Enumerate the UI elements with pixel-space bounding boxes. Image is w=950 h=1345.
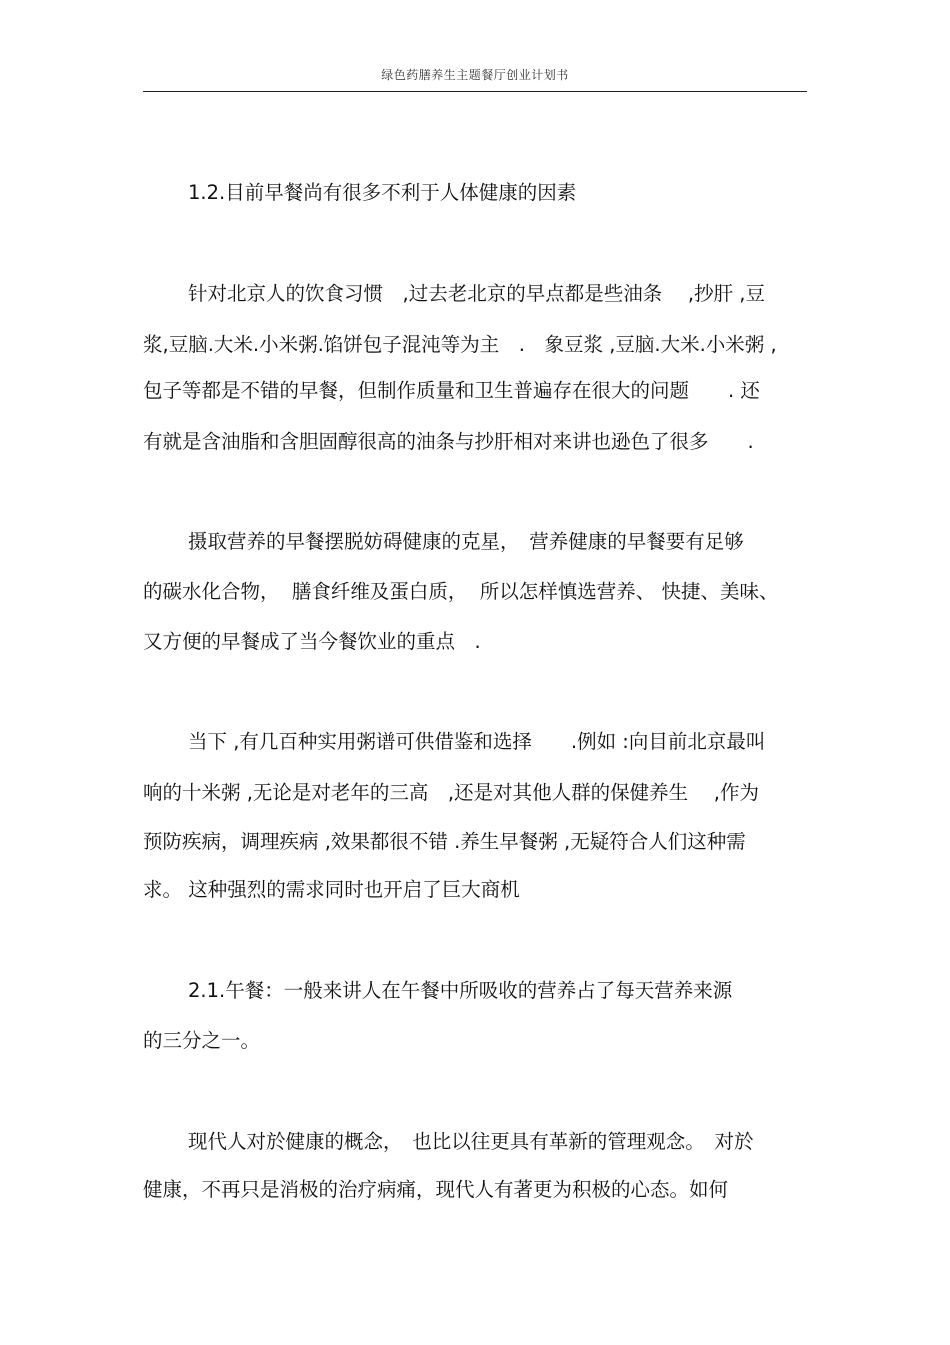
paragraph-line: 摄取营养的早餐摆脱妨碍健康的克星， 营养健康的早餐要有足够	[188, 530, 744, 553]
paragraph-line: 又方便的早餐成了当今餐饮业的重点 .	[143, 630, 481, 653]
paragraph-line: 浆,豆脑.大米.小米粥.馅饼包子混沌等为主 . 象豆浆 ,豆脑.大米.小米粥 ,	[143, 333, 777, 356]
paragraph-line: 的三分之一。	[143, 1029, 261, 1052]
paragraph-line: 现代人对於健康的概念， 也比以往更具有革新的管理观念。 对於	[188, 1130, 754, 1153]
paragraph-line: 有就是含油脂和含胆固醇很高的油条与抄肝相对来讲也逊色了很多 .	[143, 430, 754, 453]
header-rule	[143, 91, 807, 92]
paragraph-line: 健康，不再只是消极的治疗病痛，现代人有著更为积极的心态。如何	[143, 1178, 729, 1201]
paragraph-line: 当下 ,有几百种实用粥谱可供借鉴和选择 .例如 :向目前北京最叫	[188, 730, 766, 753]
section-heading-1-2: 1.2.目前早餐尚有很多不利于人体健康的因素	[188, 181, 577, 204]
section-heading-2-1: 2.1.午餐：一般来讲人在午餐中所吸收的营养占了每天营养来源	[188, 979, 733, 1002]
paragraph-line: 包子等都是不错的早餐，但制作质量和卫生普遍存在很大的问题 . 还	[143, 379, 760, 402]
running-header-title: 绿色药膳养生主题餐厅创业计划书	[381, 68, 569, 82]
paragraph-line: 针对北京人的饮食习惯 ,过去老北京的早点都是些油条 ,抄肝 ,豆	[188, 282, 765, 305]
paragraph-line: 的碳水化合物， 膳食纤维及蛋白质， 所以怎样慎选营养、 快捷、美味、	[143, 580, 779, 603]
paragraph-line: 响的十米粥 ,无论是对老年的三高 ,还是对其他人群的保健养生 ,作为	[143, 781, 759, 804]
paragraph-line: 求。 这种强烈的需求同时也开启了巨大商机	[143, 878, 520, 901]
paragraph-line: 预防疾病，调理疾病 ,效果都很不错 .养生早餐粥 ,无疑符合人们这种需	[143, 830, 746, 853]
